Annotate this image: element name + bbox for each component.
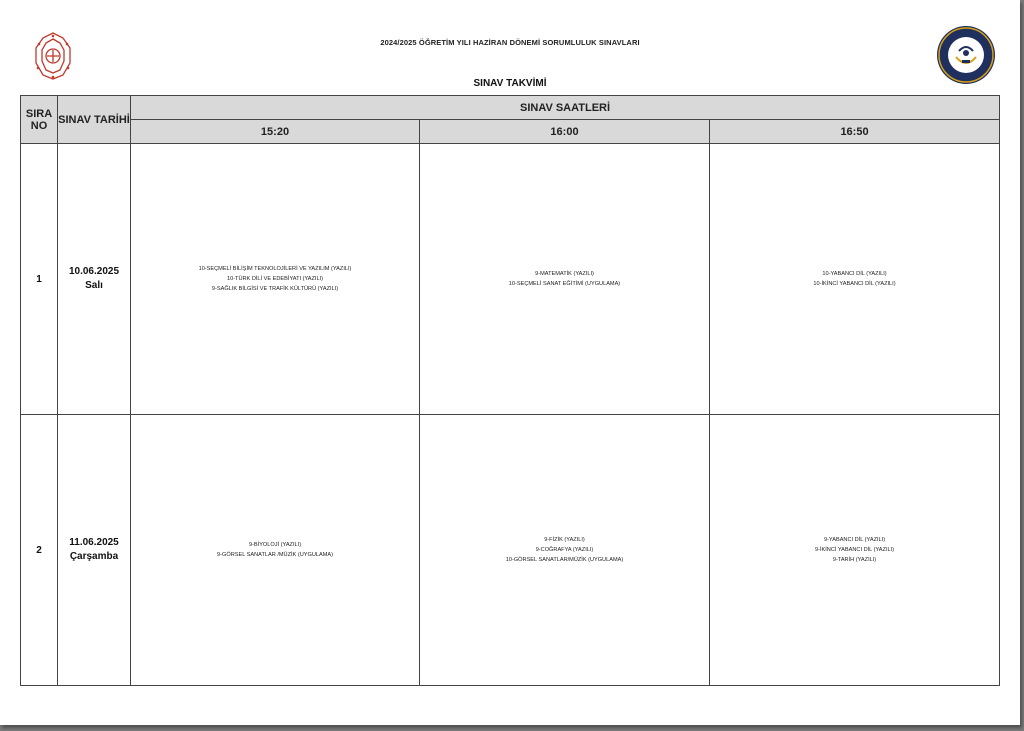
exam-entry: 10-SEÇMELİ BİLİŞİM TEKNOLOJİLERİ VE YAZILIM (YAZILI) [198,266,352,272]
exam-entry: 9-İKİNCİ YABANCI DİL (YAZILI) [814,547,895,553]
table-row [21,144,1000,415]
time-header-3: 16:50 [710,120,1000,144]
exam-slot-cell [710,415,1000,686]
exam-entry: 9-FİZİK (YAZILI) [544,537,585,543]
exam-entry: 10-TÜRK DİLİ VE EDEBİYATI (YAZILI) [226,276,324,282]
exam-entry: 9-SAĞLIK BİLGİSİ VE TRAFİK KÜLTÜRÜ (YAZILI) [211,286,339,292]
exam-entry: 10-YABANCI DİL (YAZILI) [822,271,887,277]
exam-day: Çarşamba [69,551,119,562]
schedule-title: SINAV TAKVİMİ [473,78,547,89]
document-heading: 2024/2025 ÖĞRETİM YILI HAZİRAN DÖNEMİ SORUMLULUK SINAVLARI [380,38,640,47]
time-header-1: 15:20 [131,120,420,144]
exam-entry: 9-GÖRSEL SANATLAR /MÜZİK (UYGULAMA) [217,552,333,558]
exam-slot-cell [131,144,420,415]
row-number: 1 [21,144,58,415]
exam-entry: 10-GÖRSEL SANATLAR/MÜZİK (UYGULAMA) [505,557,624,563]
exam-date: 10.06.2025 [68,266,120,277]
time-header-2: 16:00 [420,120,710,144]
exam-date: 11.06.2025 [69,537,119,548]
exam-slot-cell [420,144,710,415]
exam-date-cell [58,415,131,686]
exam-entry: 9-MATEMATİK (YAZILI) [535,271,594,277]
exam-slot-cell [131,415,420,686]
exam-entry: 10-İKİNCİ YABANCI DİL (YAZILI) [813,281,896,287]
column-header-sinav-saatleri: SINAV SAATLERİ [131,96,1000,120]
exam-entry: 9-TARİH (YAZILI) [832,557,877,563]
column-header-sira-no: SIRA NO [21,96,58,144]
column-header-sinav-tarihi: SINAV TARİHİ [58,96,131,144]
exam-entry: 9-BİYOLOJİ (YAZILI) [248,542,302,548]
exam-entry: 10-SEÇMELİ SANAT EĞİTİMİ (UYGULAMA) [508,281,621,287]
exam-entry: 9-COĞRAFYA (YAZILI) [535,547,594,553]
table-header-row [21,96,1000,120]
row-number: 2 [21,415,58,686]
exam-day: Salı [85,280,103,291]
exam-slot-cell [710,144,1000,415]
ministry-seal-icon [30,30,76,82]
school-emblem-icon [936,25,996,85]
exam-entry: 9-YABANCI DİL (YAZILI) [823,537,886,543]
exam-schedule-table [20,95,1000,686]
table-row [21,415,1000,686]
time-header-row [21,120,1000,144]
exam-date-cell [58,144,131,415]
exam-slot-cell [420,415,710,686]
